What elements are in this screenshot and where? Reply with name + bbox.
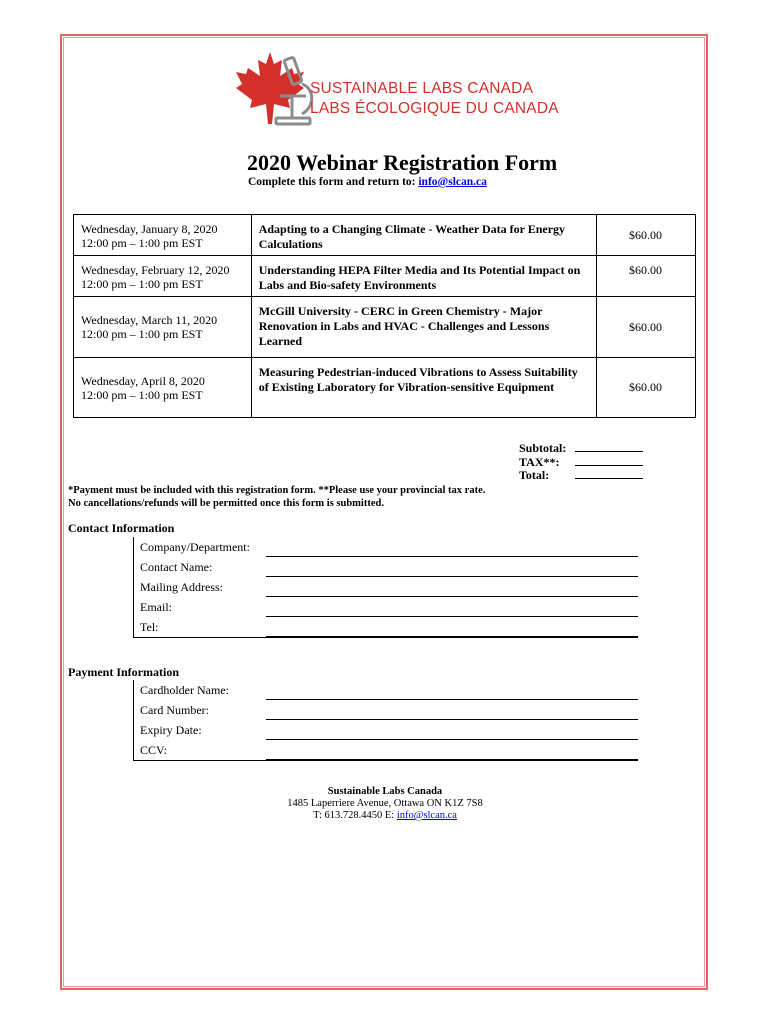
ccv-field[interactable]	[266, 759, 638, 760]
field-label: Email:	[140, 600, 172, 614]
field-label: Mailing Address:	[140, 580, 223, 594]
table-row	[74, 215, 696, 256]
session-date: Wednesday, March 11, 2020	[81, 313, 218, 327]
sessions-table	[73, 214, 696, 418]
tax-label: TAX**:	[519, 454, 560, 469]
logo-line-french: LABS ÉCOLOGIQUE DU CANADA	[310, 100, 559, 117]
total-row	[519, 469, 643, 483]
subtotal-field[interactable]	[575, 442, 643, 452]
form-row	[134, 700, 638, 720]
session-topic: Measuring Pedestrian-induced Vibrations to Assess Suitability of Existing Laboratory for Vibration-sensitive Equipment	[251, 358, 596, 418]
form-row	[134, 720, 638, 740]
subtotal-label: Subtotal:	[519, 441, 567, 455]
tel-field[interactable]	[266, 636, 638, 637]
subtitle-text: Complete this form and return to:	[248, 176, 419, 188]
form-row	[134, 680, 638, 700]
footer-email-link[interactable]: info@slcan.ca	[396, 810, 457, 821]
session-price: $60.00	[597, 358, 696, 418]
session-when	[74, 297, 252, 358]
page-title: 2020 Webinar Registration Form	[247, 150, 558, 175]
session-topic: Understanding HEPA Filter Media and Its Potential Impact on Labs and Bio-safety Environments	[251, 256, 596, 297]
subtotal-row	[519, 442, 643, 456]
session-time: 12:00 pm – 1:00 pm EST	[81, 277, 203, 291]
payment-notes	[68, 485, 485, 510]
contact-heading: Contact Information	[68, 521, 175, 535]
total-field[interactable]	[575, 469, 643, 479]
payment-heading: Payment Information	[68, 665, 179, 679]
session-date: Wednesday, February 12, 2020	[81, 263, 230, 277]
field-label: Company/Department:	[140, 540, 250, 554]
footer-contact	[0, 810, 770, 822]
session-date: Wednesday, January 8, 2020	[81, 222, 218, 236]
field-label: Tel:	[140, 620, 159, 634]
tax-field[interactable]	[575, 456, 643, 466]
form-row	[134, 577, 638, 597]
payment-fields	[133, 680, 638, 761]
form-row	[134, 617, 638, 637]
footer	[0, 786, 770, 822]
note-line: No cancellations/refunds will be permitted once this form is submitted.	[68, 497, 384, 509]
session-topic: McGill University - CERC in Green Chemistry - Major Renovation in Labs and HVAC - Challenges and Lessons Learned	[251, 297, 596, 358]
tax-row	[519, 456, 643, 470]
email-link[interactable]: info@slcan.ca	[418, 176, 487, 188]
field-label: Cardholder Name:	[140, 683, 229, 697]
session-time: 12:00 pm – 1:00 pm EST	[81, 387, 203, 402]
session-price: $60.00	[597, 297, 696, 358]
session-when	[74, 358, 252, 418]
subtitle	[248, 176, 487, 188]
field-label: Card Number:	[140, 703, 209, 717]
session-when	[74, 256, 252, 297]
form-row	[134, 597, 638, 617]
session-price: $60.00	[597, 256, 696, 297]
footer-org: Sustainable Labs Canada	[327, 786, 443, 797]
field-label: Expiry Date:	[140, 723, 202, 737]
session-time: 12:00 pm – 1:00 pm EST	[81, 236, 203, 250]
contact-fields	[133, 537, 638, 638]
table-row	[74, 256, 696, 297]
session-date: Wednesday, April 8, 2020	[81, 373, 205, 388]
session-topic: Adapting to a Changing Climate - Weather Data for Energy Calculations	[251, 215, 596, 256]
totals-block	[519, 442, 643, 483]
total-label: Total:	[519, 468, 550, 482]
table-row	[74, 297, 696, 358]
session-price: $60.00	[597, 215, 696, 256]
field-label: CCV:	[140, 743, 168, 757]
table-row	[74, 358, 696, 418]
note-line: *Payment must be included with this registration form. **Please use your provincial tax rate.	[68, 485, 486, 496]
form-row	[134, 557, 638, 577]
form-row	[134, 740, 638, 760]
footer-address: 1485 Laperriere Avenue, Ottawa ON K1Z 7S8	[287, 798, 483, 809]
footer-phone: T: 613.728.4450 E:	[313, 810, 397, 821]
session-when	[74, 215, 252, 256]
form-row	[134, 537, 638, 557]
session-time: 12:00 pm – 1:00 pm EST	[81, 327, 203, 341]
field-label: Contact Name:	[140, 560, 213, 574]
logo-line-english: SUSTAINABLE LABS CANADA	[310, 80, 534, 97]
logo-text	[310, 79, 559, 119]
